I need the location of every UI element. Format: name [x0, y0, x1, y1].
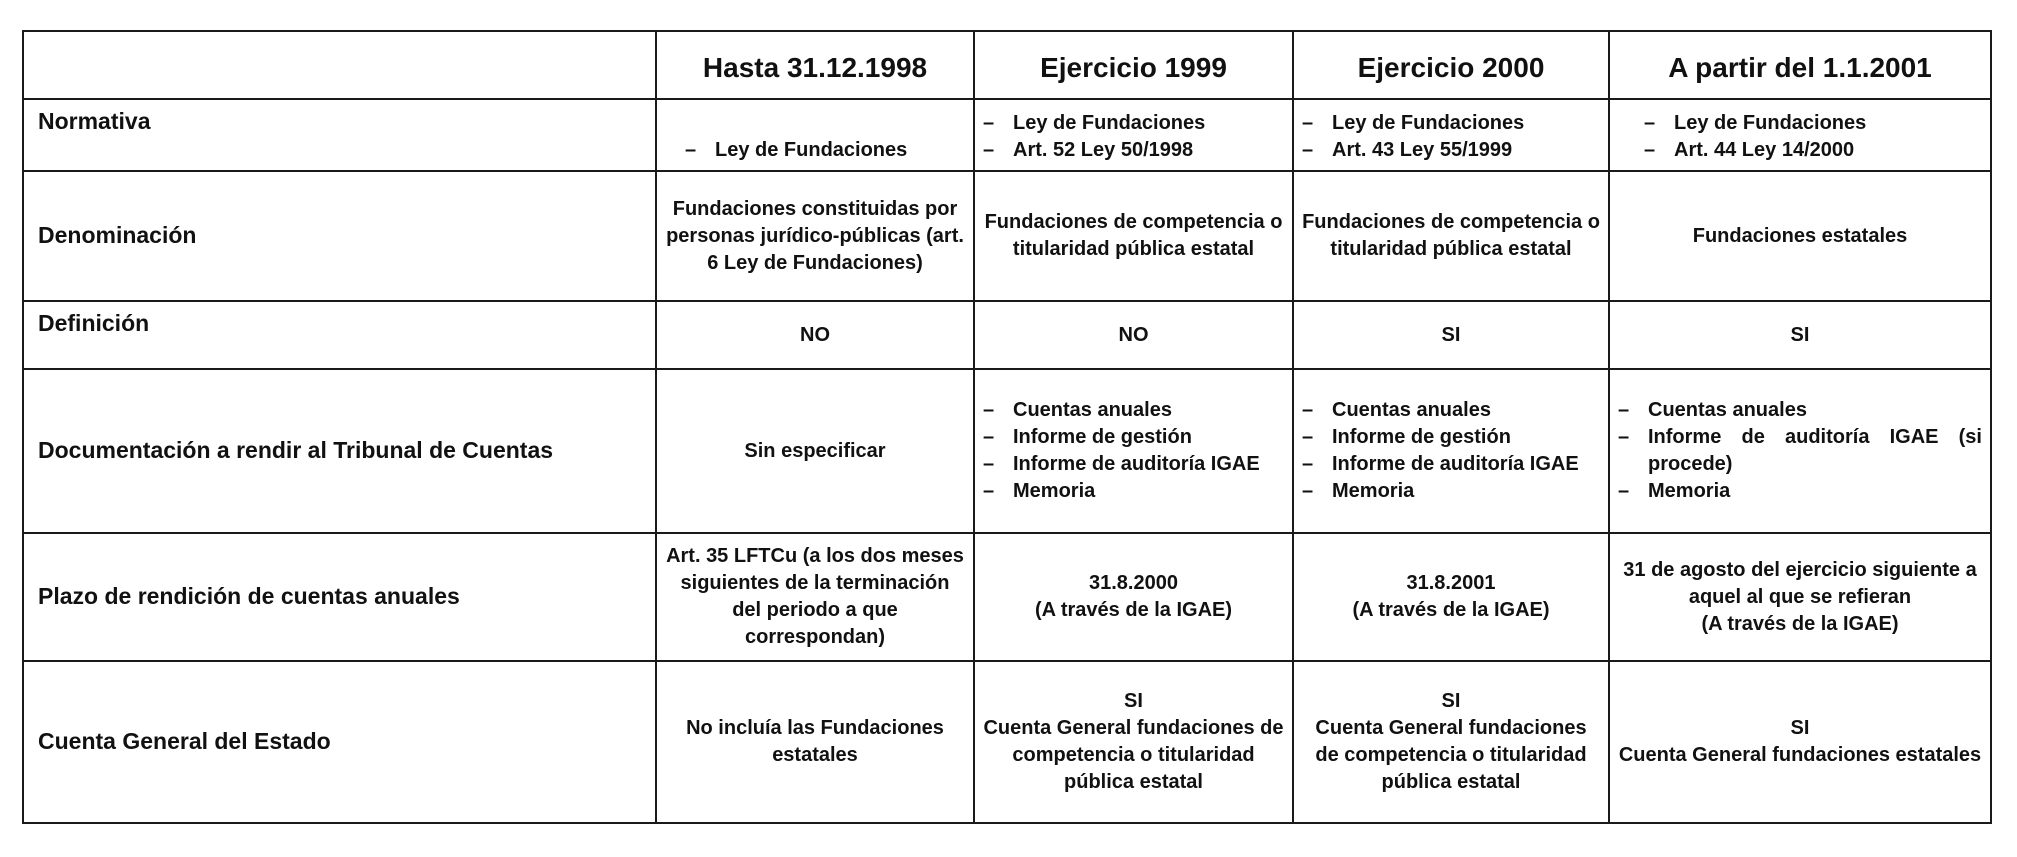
- list-item: – Informe de gestión: [983, 426, 1192, 448]
- normativa-c3: [1293, 99, 1609, 171]
- list-item: – Ley de Fundaciones: [1302, 112, 1525, 134]
- cuenta-desc: Cuenta General fundaciones de competencia o titularidad pública estatal: [983, 717, 1284, 793]
- header-row: [23, 31, 1991, 99]
- definicion-c3: SI: [1293, 301, 1609, 369]
- denominacion-c3: Fundaciones de competencia o titularidad pública estatal: [1293, 171, 1609, 301]
- cuenta-si: SI: [1790, 717, 1810, 739]
- plazo-note: (A través de la IGAE): [1034, 599, 1233, 621]
- definicion-c2: NO: [974, 301, 1293, 369]
- cuenta-c3: [1293, 661, 1609, 823]
- row-plazo: [23, 533, 1991, 661]
- header-ejercicio-1999: Ejercicio 1999: [974, 31, 1293, 99]
- plazo-c2: [974, 533, 1293, 661]
- row-label-documentacion: Documentación a rendir al Tribunal de Cuentas: [23, 369, 656, 533]
- header-a-partir-2001: A partir del 1.1.2001: [1609, 31, 1991, 99]
- list-item: – Art. 52 Ley 50/1998: [983, 139, 1194, 161]
- plazo-note: (A través de la IGAE): [1701, 612, 1899, 635]
- list-item: – Art. 44 Ley 14/2000: [1644, 139, 1855, 161]
- list-item: – Ley de Fundaciones: [983, 112, 1206, 134]
- row-denominacion: [23, 171, 1991, 301]
- denominacion-c4: Fundaciones estatales: [1609, 171, 1991, 301]
- plazo-date: 31.8.2000: [1089, 572, 1178, 594]
- plazo-c4: [1609, 533, 1991, 661]
- documentacion-c2: [974, 369, 1293, 533]
- cuenta-c1: No incluía las Fundaciones estatales: [656, 661, 974, 823]
- cuenta-c2: [974, 661, 1293, 823]
- plazo-c3: [1293, 533, 1609, 661]
- cuenta-c4: [1609, 661, 1991, 823]
- denominacion-c1: Fundaciones constituidas por personas jurídico-públicas (art. 6 Ley de Fundaciones): [656, 171, 974, 301]
- row-label-normativa: Normativa: [23, 99, 656, 171]
- documentacion-c1: Sin especificar: [656, 369, 974, 533]
- cuenta-desc: Cuenta General fundaciones de competencia o titularidad pública estatal: [1315, 717, 1587, 793]
- definicion-c1: NO: [656, 301, 974, 369]
- list-item: – Ley de Fundaciones: [1644, 112, 1867, 134]
- cuenta-desc: Cuenta General fundaciones estatales: [1618, 744, 1982, 766]
- plazo-note: (A través de la IGAE): [1352, 599, 1550, 621]
- normativa-c4: [1609, 99, 1991, 171]
- list-item: – Cuentas anuales: [1618, 399, 1807, 421]
- list-item: – Memoria: [983, 480, 1096, 502]
- list-item: – Cuentas anuales: [1302, 399, 1491, 421]
- header-hasta-1998: Hasta 31.12.1998: [656, 31, 974, 99]
- list-item: – Ley de Fundaciones: [685, 139, 908, 161]
- plazo-date: 31 de agosto del ejercicio siguiente a aquel al que se refieran: [1623, 558, 1977, 608]
- cuenta-si: SI: [1124, 690, 1143, 712]
- row-definicion: [23, 301, 1991, 369]
- row-label-definicion: Definición: [23, 301, 656, 369]
- row-cuenta-general: [23, 661, 1991, 823]
- row-label-denominacion: Denominación: [23, 171, 656, 301]
- definicion-c4: SI: [1609, 301, 1991, 369]
- row-label-cuenta-general: Cuenta General del Estado: [23, 661, 656, 823]
- header-blank-cell: [23, 31, 656, 99]
- plazo-date: 31.8.2001: [1406, 572, 1496, 594]
- row-documentacion: [23, 369, 1991, 533]
- documentacion-c4: [1609, 369, 1991, 533]
- comparison-table: [22, 30, 1992, 824]
- plazo-c1: Art. 35 LFTCu (a los dos meses siguientes de la terminación del periodo a que correspondan): [656, 533, 974, 661]
- row-normativa: [23, 99, 1991, 171]
- normativa-c2: [974, 99, 1293, 171]
- list-item: – Cuentas anuales: [983, 399, 1172, 421]
- list-item: – Informe de auditoría IGAE (si procede): [1618, 426, 1982, 475]
- normativa-c1: [656, 99, 974, 171]
- list-item: – Memoria: [1302, 480, 1415, 502]
- header-ejercicio-2000: Ejercicio 2000: [1293, 31, 1609, 99]
- list-item: – Art. 43 Ley 55/1999: [1302, 139, 1513, 161]
- documentacion-c3: [1293, 369, 1609, 533]
- list-item: – Informe de auditoría IGAE: [983, 453, 1260, 475]
- list-item: – Informe de gestión: [1302, 426, 1511, 448]
- list-item: – Informe de auditoría IGAE: [1302, 453, 1579, 475]
- denominacion-c2: Fundaciones de competencia o titularidad pública estatal: [974, 171, 1293, 301]
- list-item: – Memoria: [1618, 480, 1731, 502]
- row-label-plazo: Plazo de rendición de cuentas anuales: [23, 533, 656, 661]
- cuenta-si: SI: [1441, 690, 1461, 712]
